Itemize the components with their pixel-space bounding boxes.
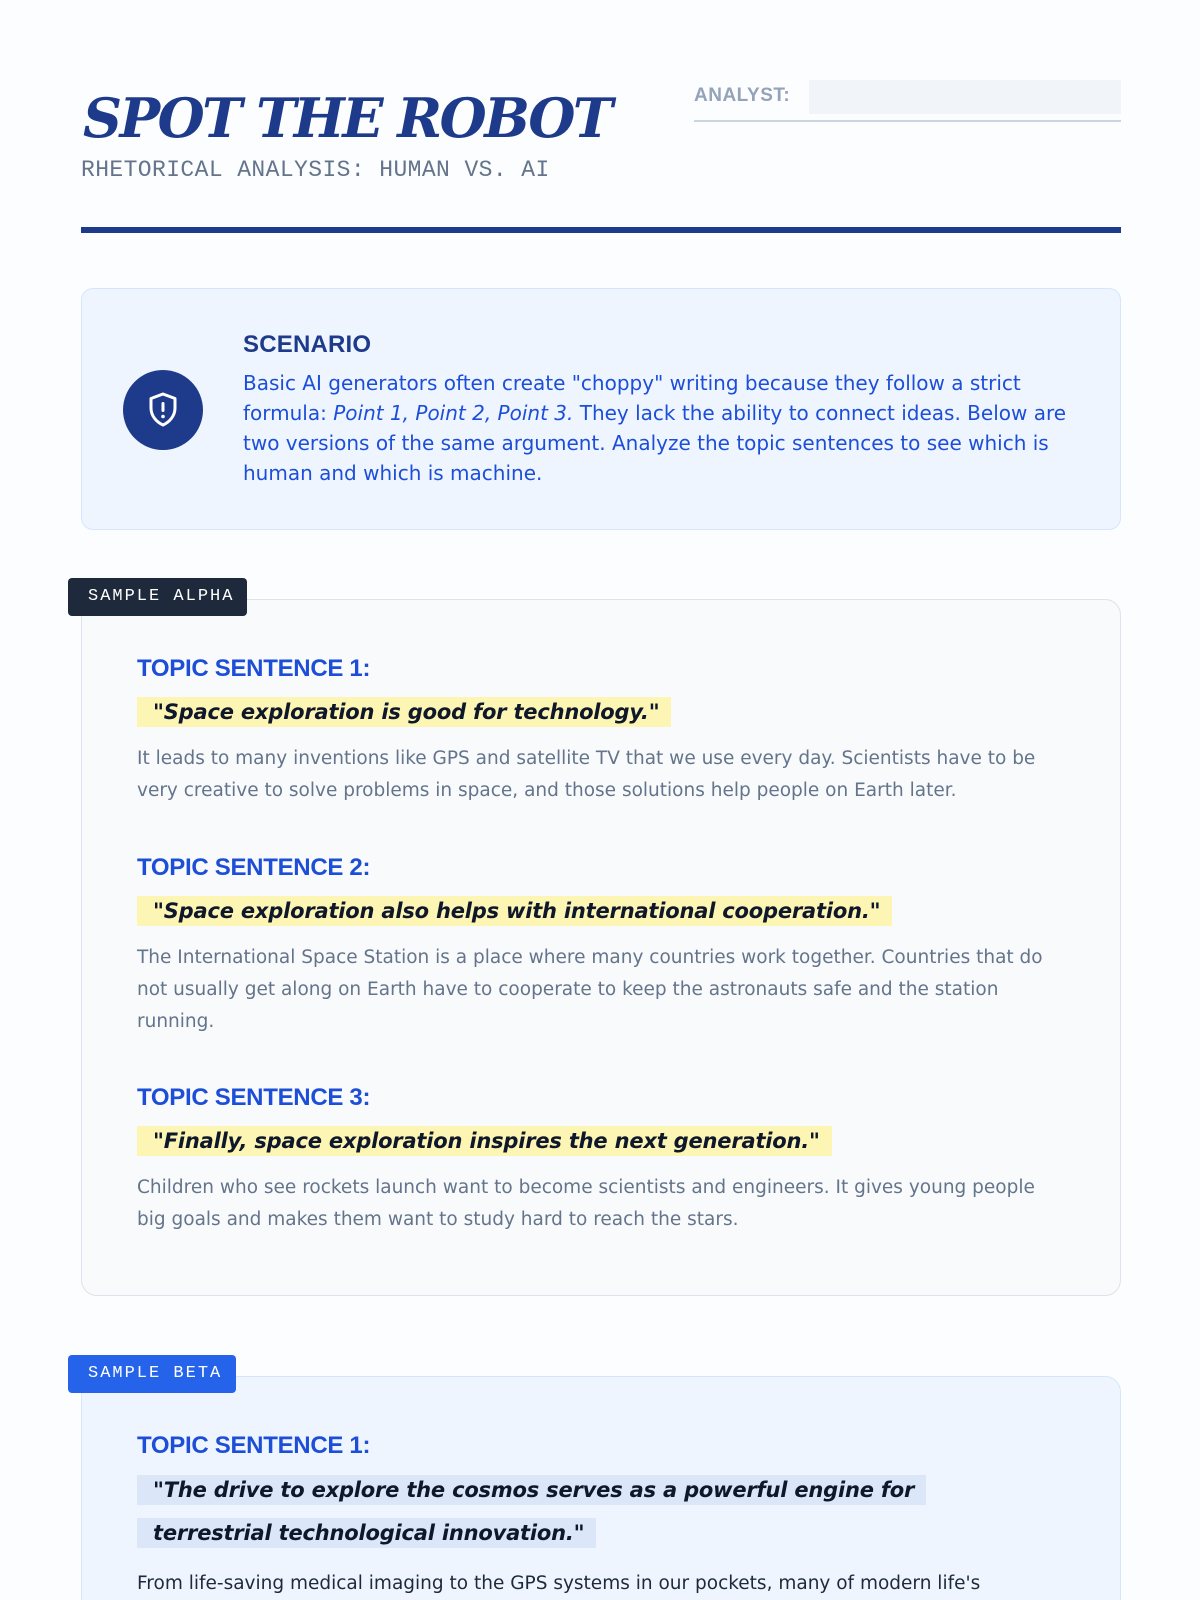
page-subtitle: RHETORICAL ANALYSIS: HUMAN VS. AI [81,157,550,183]
sample-beta-tag: SAMPLE BETA [68,1355,236,1393]
topic-sentence-quote-wrap [137,1470,1017,1556]
topic-sentence-quote: "Finally, space exploration inspires the next generation." [137,1126,832,1156]
scenario-box [81,288,1121,530]
topic-sentence-label: TOPIC SENTENCE 1: [137,1432,371,1459]
supporting-paragraph: The International Space Station is a place where many countries work together. Countries that do not usually get along on Earth have to cooperate to keep the astronauts safe and the station running. [137,947,1043,1032]
header-divider [81,227,1121,233]
sample-beta-card [81,1376,1121,1600]
supporting-paragraph: From life-saving medical imaging to the GPS systems in our pockets, many of modern life's [137,1573,981,1594]
supporting-paragraph: Children who see rockets launch want to become scientists and engineers. It gives young people big goals and makes them want to study hard to reach the stars. [137,1177,1035,1230]
scenario-text-rest: They lack the ability to connect ideas. Below are two versions of the same argument. Analyze the topic sentences to see which is human and which is machine. [243,401,1067,485]
analyst-name-input[interactable] [809,80,1121,114]
analyst-label: ANALYST: [694,85,791,106]
topic-sentence-block [137,854,1067,1038]
topic-sentence-label: TOPIC SENTENCE 2: [137,854,371,881]
analyst-field-group [694,80,1121,122]
sample-alpha-card [81,599,1121,1296]
supporting-paragraph: It leads to many inventions like GPS and satellite TV that we use every day. Scientists have to be very creative to solve problems in space, and those solutions help people on Earth later. [137,748,1036,801]
page-title: SPOT THE ROBOT [83,86,611,150]
scenario-text-intro: Basic AI generators often create "choppy" writing because they follow a strict formula: [243,371,1021,425]
sample-alpha-tag: SAMPLE ALPHA [68,578,247,616]
scenario-title: SCENARIO [243,331,372,358]
shield-icon-badge [123,370,203,450]
topic-sentence-block [137,1432,1067,1600]
topic-sentence-label: TOPIC SENTENCE 1: [137,655,371,682]
topic-sentence-quote: "Space exploration also helps with international cooperation." [137,896,892,926]
topic-sentence-quote: "Space exploration is good for technology." [137,697,671,727]
topic-sentence-block [137,1084,1067,1236]
topic-sentence-block [137,655,1067,807]
shield-icon [147,391,179,429]
topic-sentence-quote: "The drive to explore the cosmos serves as a powerful engine for terrestrial technological innovation." [137,1475,926,1548]
topic-sentence-label: TOPIC SENTENCE 3: [137,1084,371,1111]
scenario-text [243,368,1083,488]
worksheet-header [81,80,1121,235]
scenario-text-formula: Point 1, Point 2, Point 3. [333,401,574,425]
